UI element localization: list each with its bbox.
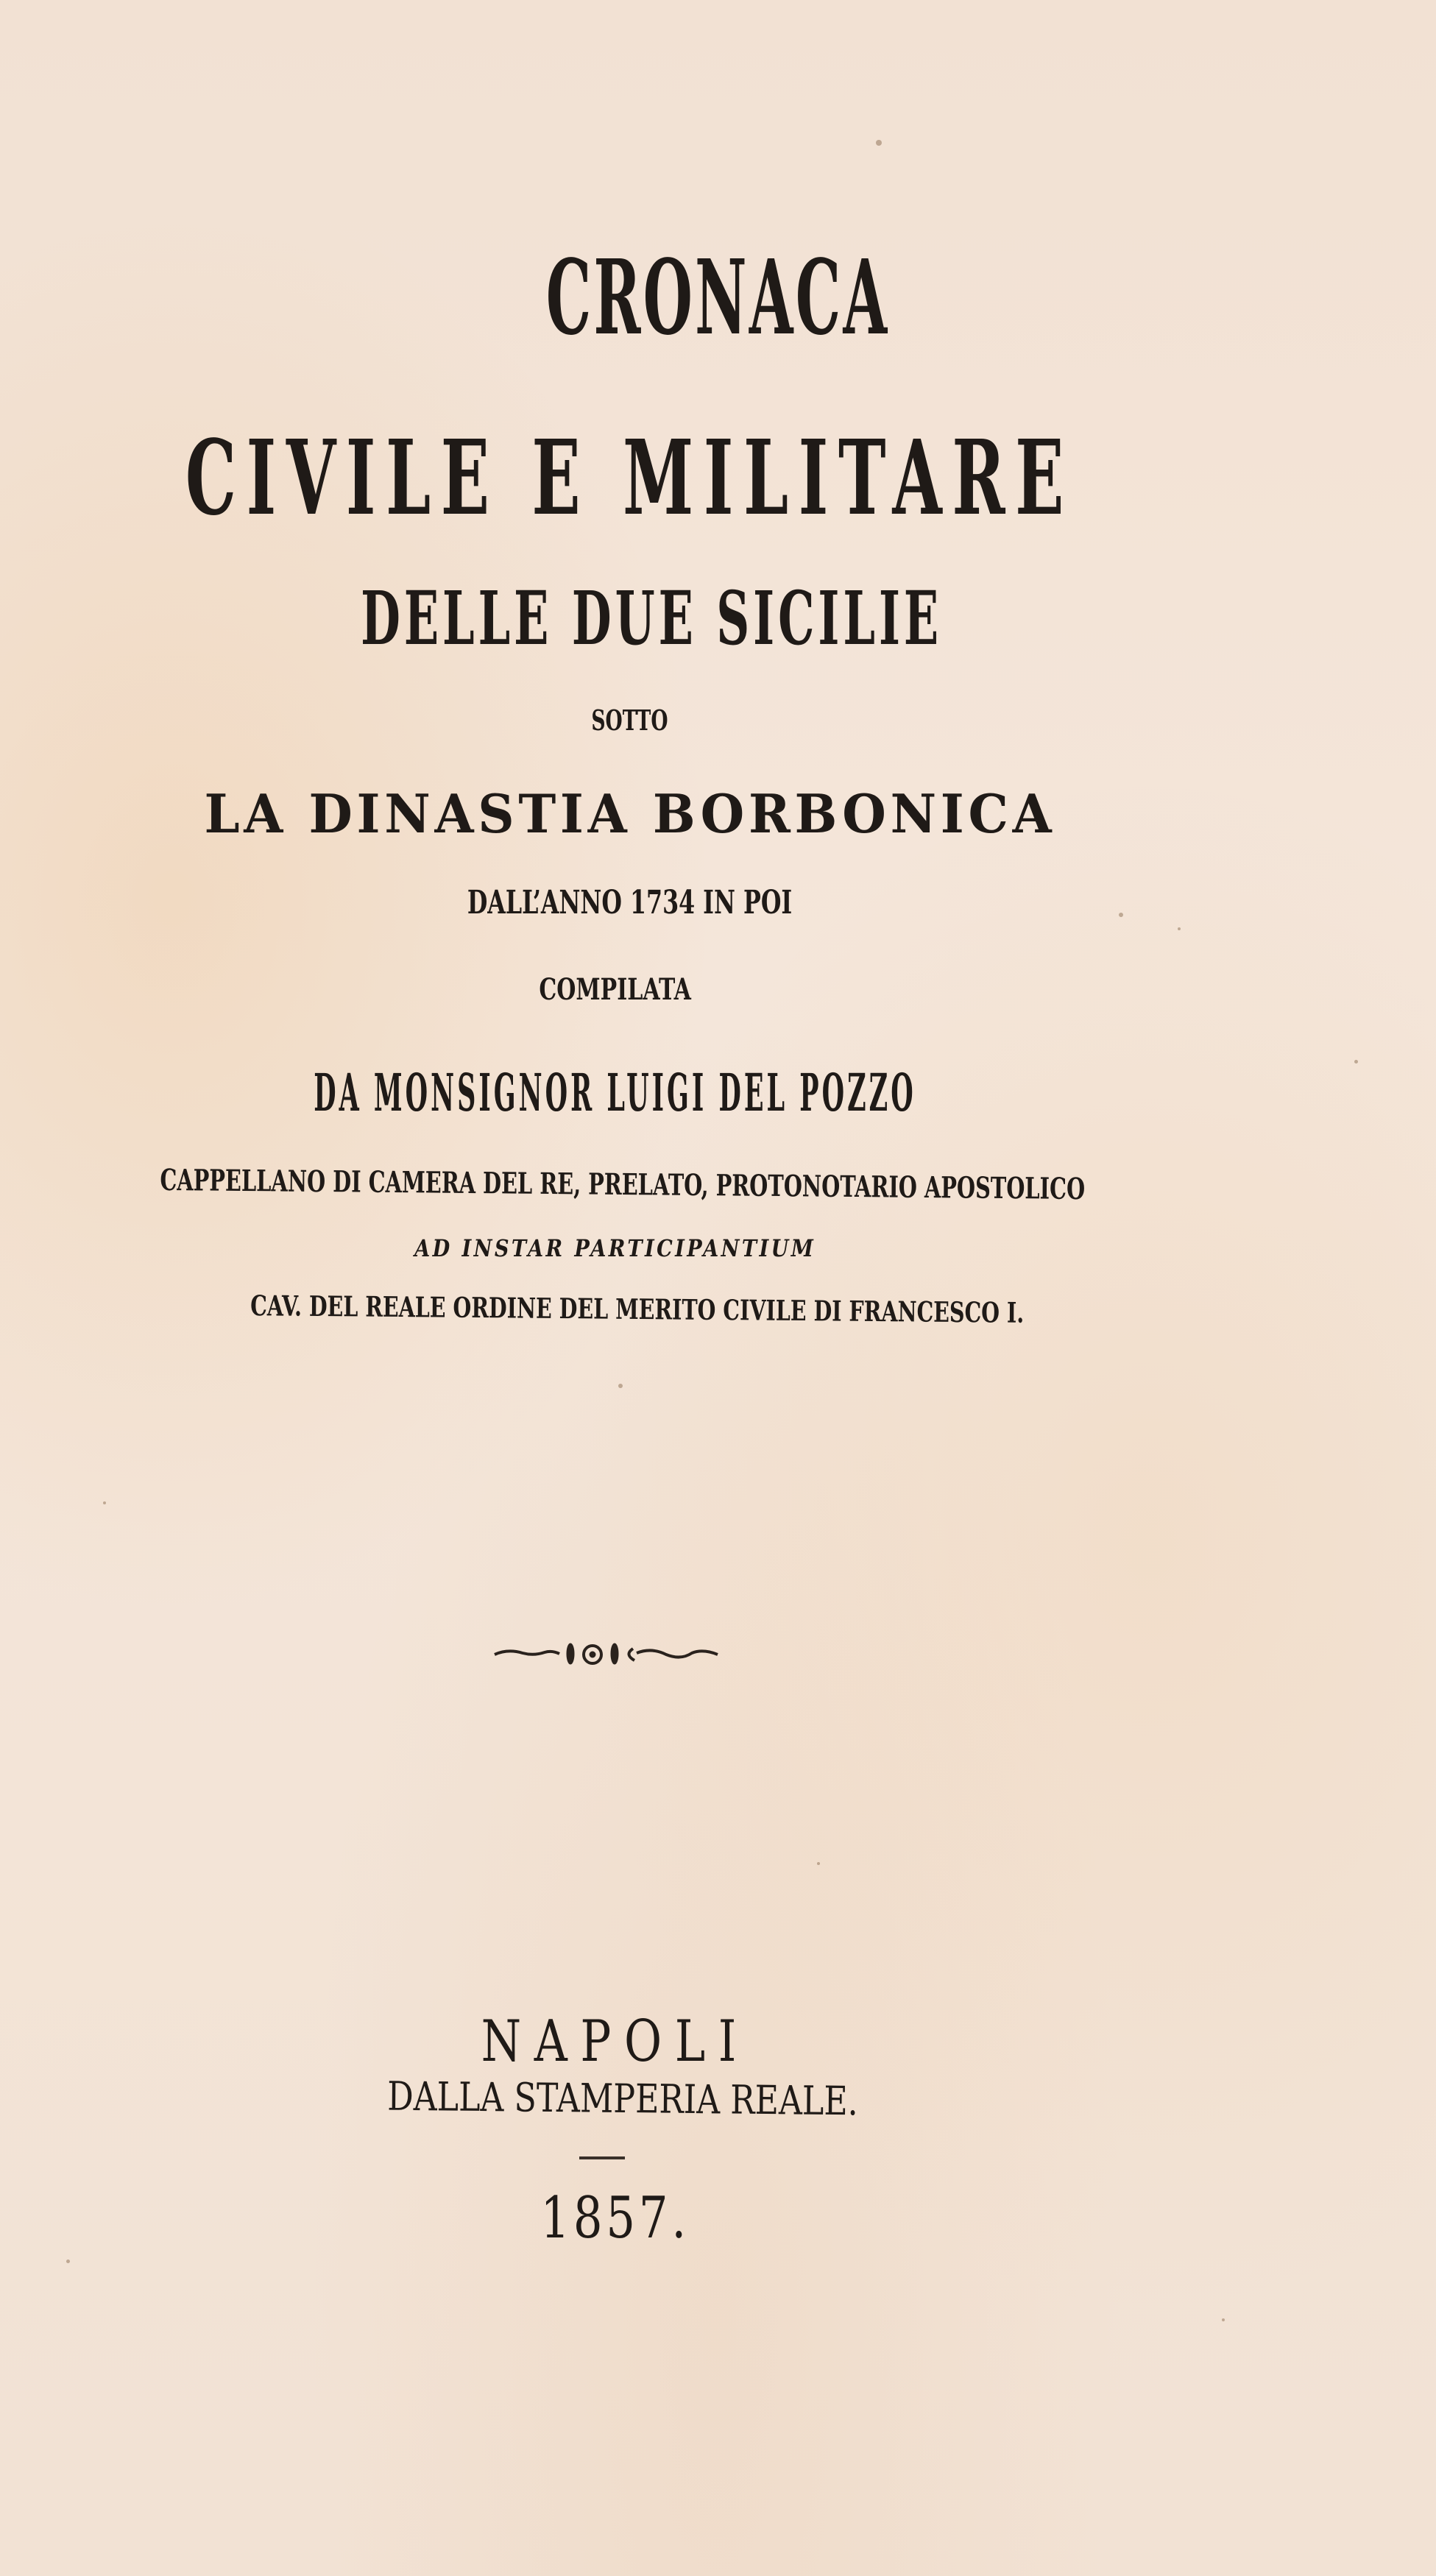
imprint-year-line <box>0 2185 1333 2251</box>
compiled-label-text: COMPILATA <box>539 972 691 1007</box>
paper-speck <box>817 1862 820 1865</box>
title-line-2 <box>0 418 1348 539</box>
imprint-year-text: 1857. <box>540 2185 690 2251</box>
paper-speck <box>1222 2318 1225 2321</box>
connector-line <box>0 704 1348 737</box>
imprint-city-line <box>0 2009 1333 2075</box>
paper-speck <box>876 140 882 146</box>
title-main <box>0 238 1436 358</box>
paper-speck <box>1178 927 1181 930</box>
title-line-2-text: CIVILE E MILITARE <box>185 418 1075 539</box>
paper-speck <box>66 2260 70 2263</box>
paper-speck <box>1119 913 1123 917</box>
connector-text: SOTTO <box>591 704 668 737</box>
date-range-text: DALL’ANNO 1734 IN POI <box>467 884 793 921</box>
paper-speck <box>103 1501 106 1504</box>
author-title-2-text: AD INSTAR PARTICIPANTIUM <box>414 1234 816 1262</box>
author-title-2 <box>0 1236 1333 1260</box>
imprint-publisher-line <box>0 2073 1340 2125</box>
title-line-3-text: DELLE DUE SICILIE <box>361 575 943 662</box>
title-main-text: CRONACA <box>546 238 890 358</box>
imprint-city-text: NAPOLI <box>481 2009 749 2075</box>
author-line <box>0 1062 1333 1123</box>
imprint-publisher-text: DALLA STAMPERIA REALE. <box>386 2073 858 2125</box>
author-title-3-text: CAV. DEL REALE ORDINE DEL MERITO CIVILE DI FRANCESCO I. <box>250 1289 1025 1329</box>
imprint-divider <box>579 2156 625 2159</box>
paper-speck <box>618 1384 623 1388</box>
author-text: DA MONSIGNOR LUIGI DEL POZZO <box>314 1062 916 1123</box>
date-range-line <box>0 884 1348 921</box>
printer-ornament-icon <box>493 1640 721 1669</box>
compiled-label-line <box>0 972 1333 1007</box>
title-line-3 <box>0 575 1370 662</box>
author-title-1-text: CAPPELLANO DI CAMERA DEL RE, PRELATO, PROTONOTARIO APOSTOLICO <box>160 1162 1085 1207</box>
author-title-3 <box>0 1289 1355 1329</box>
dynasty-line <box>0 782 1348 845</box>
author-title-1 <box>0 1162 1340 1207</box>
dynasty-text: LA DINASTIA BORBONICA <box>204 782 1055 845</box>
paper-speck <box>1354 1060 1358 1064</box>
